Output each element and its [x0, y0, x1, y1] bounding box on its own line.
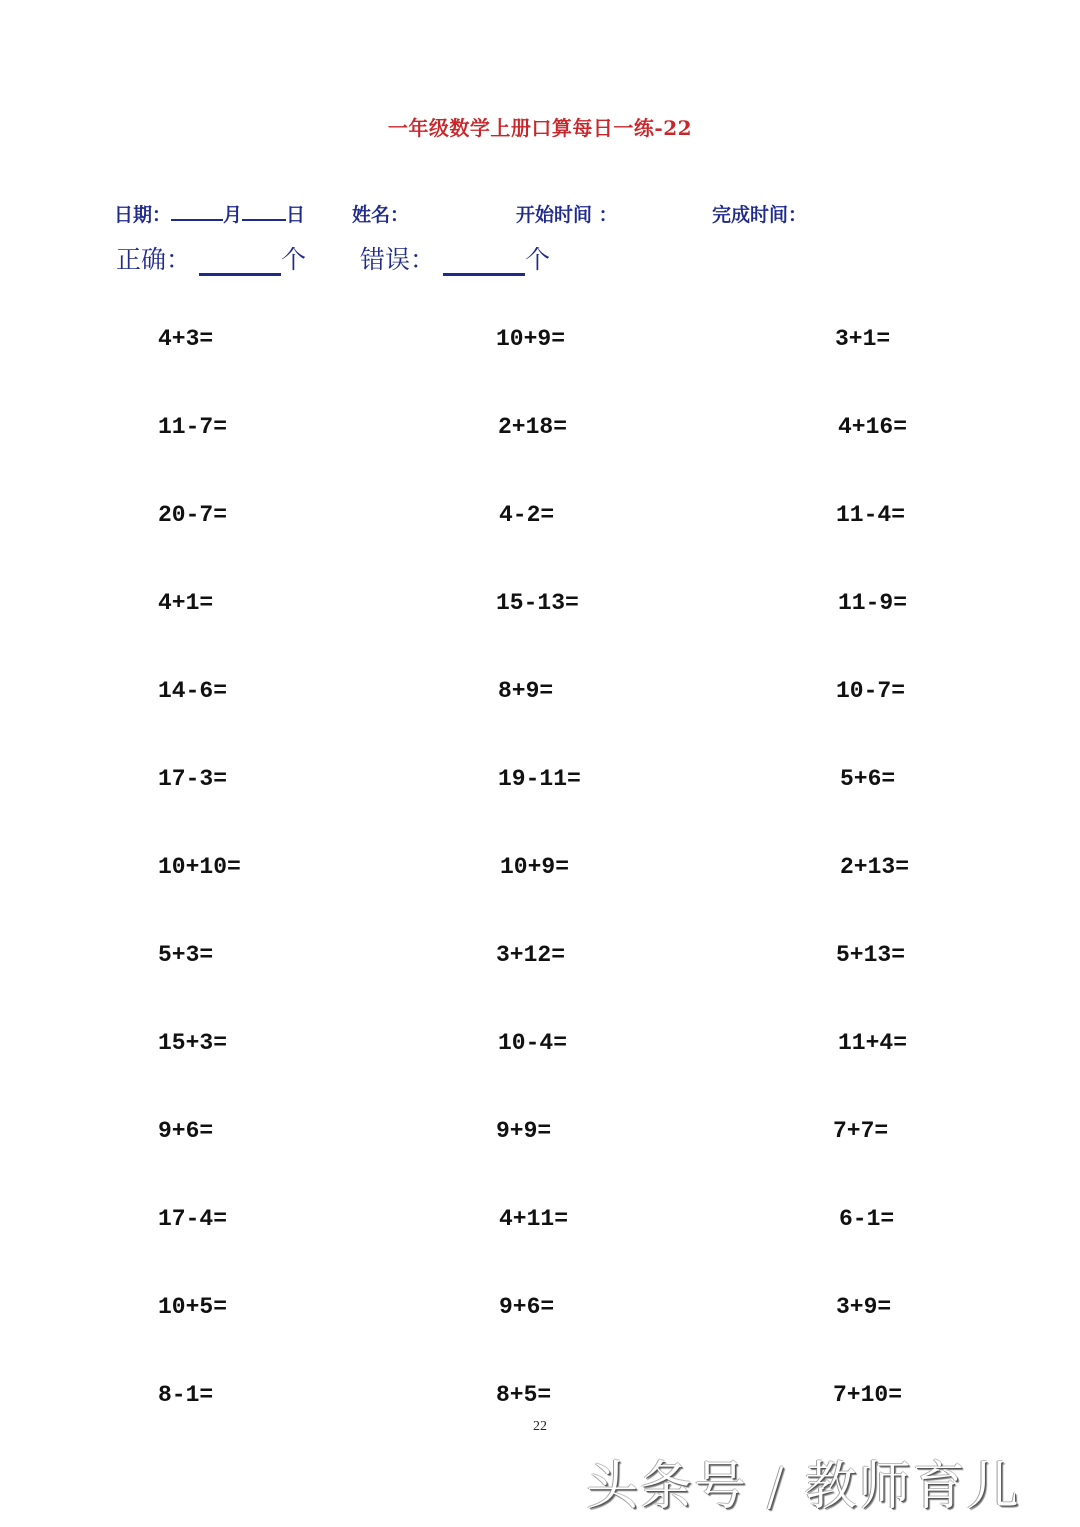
problem: 10-7= [836, 678, 906, 704]
month-label: 月 [223, 204, 243, 226]
problem: 5+3= [158, 942, 214, 968]
problem: 5+6= [840, 766, 896, 792]
problem: 17-4= [158, 1206, 228, 1232]
watermark: 头条号 / 教师育儿 [586, 1457, 1021, 1517]
problem: 4-2= [499, 502, 555, 528]
problem: 3+1= [835, 326, 891, 352]
problem: 8+9= [498, 678, 554, 704]
problem: 4+1= [158, 590, 214, 616]
finish-time-label: 完成时间： [712, 204, 808, 226]
problem: 6-1= [839, 1206, 895, 1232]
problem: 7+7= [833, 1118, 889, 1144]
problem-row [0, 1294, 1080, 1334]
problem: 4+11= [499, 1206, 569, 1232]
date-label: 日期： [114, 204, 172, 226]
problem: 17-3= [158, 766, 228, 792]
correct-blank[interactable] [199, 243, 281, 276]
problem-row [0, 414, 1080, 454]
problem: 2+18= [498, 414, 568, 440]
problem: 9+6= [499, 1294, 555, 1320]
problem: 14-6= [158, 678, 228, 704]
problem-row [0, 854, 1080, 894]
problem-row [0, 678, 1080, 718]
wrong-label: 错误： [360, 245, 436, 274]
problem: 10-4= [498, 1030, 568, 1056]
problem: 10+5= [158, 1294, 228, 1320]
problem: 10+9= [496, 326, 566, 352]
problem: 11-7= [158, 414, 228, 440]
problem-row [0, 502, 1080, 542]
correct-label: 正确： [116, 245, 192, 274]
problem: 8-1= [158, 1382, 214, 1408]
problem: 19-11= [498, 766, 581, 792]
problem-row [0, 1118, 1080, 1158]
problem: 11+4= [838, 1030, 908, 1056]
problem: 7+10= [833, 1382, 903, 1408]
correct-unit: 个 [281, 245, 307, 274]
start-time-label: 开始时间 ： [516, 204, 618, 226]
problem-row [0, 1030, 1080, 1070]
problem-row [0, 766, 1080, 806]
wrong-blank[interactable] [443, 243, 525, 276]
month-blank[interactable] [171, 203, 223, 221]
problem: 3+12= [496, 942, 566, 968]
problem: 4+3= [158, 326, 214, 352]
name-label: 姓名： [352, 204, 410, 226]
page-title: 一年级数学上册口算每日一练-22 [387, 116, 693, 140]
problem: 15-13= [496, 590, 579, 616]
page-number: 22 [533, 1419, 547, 1434]
day-label: 日 [286, 204, 306, 226]
problem: 4+16= [838, 414, 908, 440]
problem-row [0, 326, 1080, 366]
problem: 9+9= [496, 1118, 552, 1144]
problem: 2+13= [840, 854, 910, 880]
problem: 8+5= [496, 1382, 552, 1408]
problem: 15+3= [158, 1030, 228, 1056]
day-blank[interactable] [242, 203, 286, 221]
problem: 11-9= [838, 590, 908, 616]
problem: 9+6= [158, 1118, 214, 1144]
problem: 11-4= [836, 502, 906, 528]
problem-row [0, 590, 1080, 630]
problem-row [0, 1206, 1080, 1246]
problem: 5+13= [836, 942, 906, 968]
problem: 3+9= [836, 1294, 892, 1320]
wrong-unit: 个 [525, 245, 551, 274]
problem-row [0, 942, 1080, 982]
problem: 10+9= [500, 854, 570, 880]
problem: 10+10= [158, 854, 241, 880]
problem: 20-7= [158, 502, 228, 528]
problem-row [0, 1382, 1080, 1422]
